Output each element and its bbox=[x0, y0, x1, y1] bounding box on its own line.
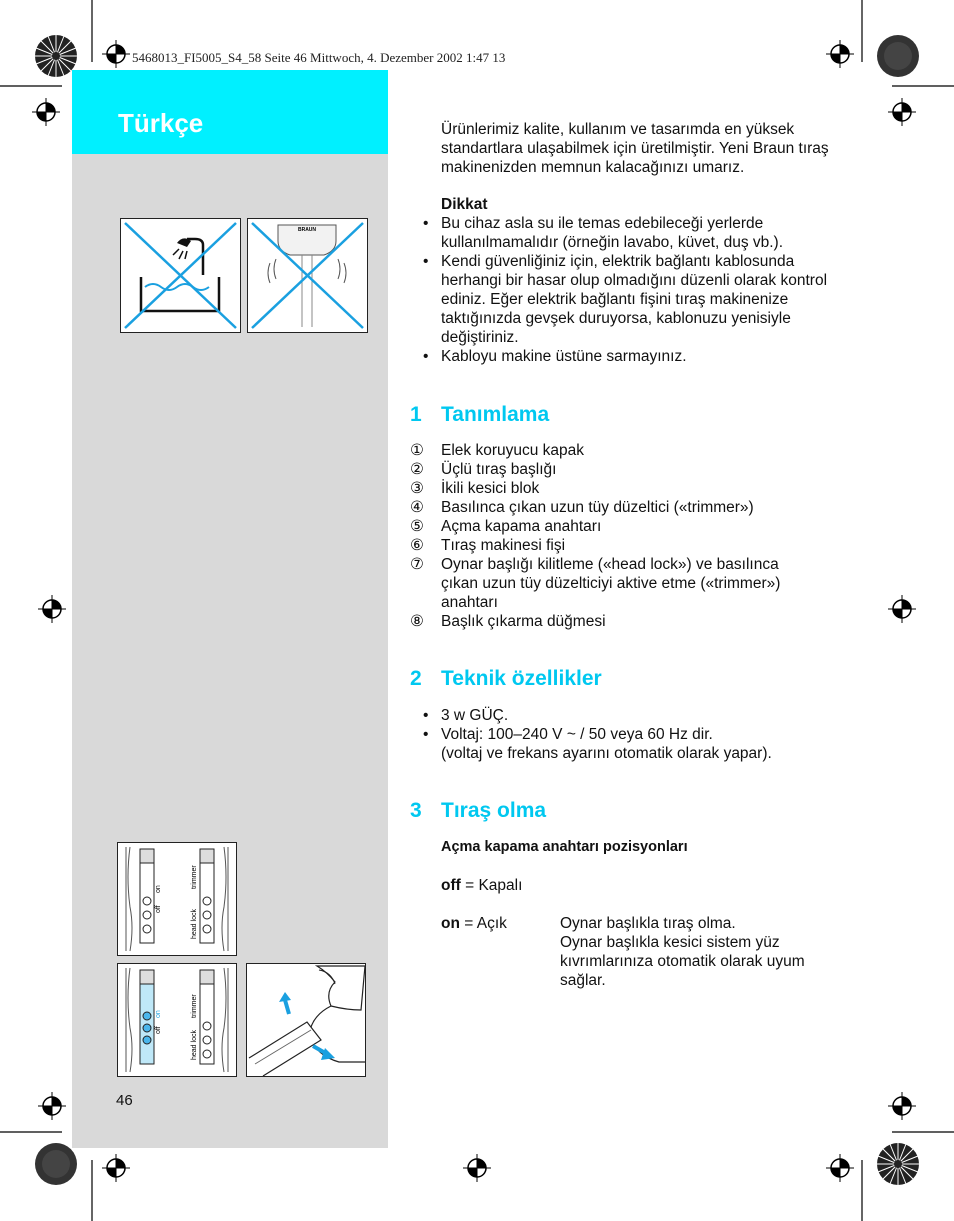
off-row bbox=[441, 876, 522, 895]
section-1-title: Tanımlama bbox=[441, 403, 550, 426]
on-row bbox=[441, 914, 507, 933]
page-number: 46 bbox=[116, 1092, 133, 1109]
crosshair-lower-left bbox=[38, 1092, 66, 1120]
section-1-number: 1 bbox=[410, 403, 422, 426]
spec-item: • 3 w GÜÇ. bbox=[441, 706, 841, 725]
parts-list bbox=[410, 441, 841, 631]
figure-switch-off bbox=[117, 842, 237, 956]
spec-note: (voltaj ve frekans ayarını otomatik olarak yapar). bbox=[441, 745, 772, 762]
caution-item: • Bu cihaz asla su ile temas edebileceği yerlerde kullanılmamalıdır (örneğin lavabo, küvet, duş vb.). bbox=[441, 214, 841, 252]
caution-item: • Kendi güvenliğiniz için, elektrik bağlantı kablosunda herhangi bir hasar olup olmadığını düzenli olarak kontrol ediniz. Eğer elektrik bağlantı fişini tıraş makinenize taktığınızda gevşek duruyorsa, kablonuzu yenisiyle değiştiriniz. bbox=[441, 252, 841, 347]
crosshair-top-right bbox=[826, 40, 854, 68]
part-label: İkili kesici blok bbox=[441, 480, 540, 497]
part-label: Başlık çıkarma düğmesi bbox=[441, 613, 606, 630]
part-number: ② bbox=[410, 461, 424, 478]
crosshair-mid-left bbox=[38, 595, 66, 623]
list-item bbox=[410, 460, 841, 479]
part-label: Üçlü tıraş başlığı bbox=[441, 461, 557, 478]
section-3-heading bbox=[410, 799, 546, 823]
crosshair-top-left bbox=[102, 40, 130, 68]
section-2-heading bbox=[410, 667, 602, 691]
list-item bbox=[410, 517, 841, 536]
specs-list bbox=[441, 706, 841, 744]
crosshair-bottom-right bbox=[826, 1154, 854, 1182]
shaving-face-illustration bbox=[247, 964, 365, 1076]
label-trimmer: trimmer bbox=[191, 994, 198, 1018]
part-label: Oynar başlığı kilitleme («head lock») ve basılınca çıkan uzun tüy düzelticiyi aktive etme («trimmer») anahtarı bbox=[441, 556, 781, 611]
on-desc-line-2: Oynar başlıkla kesici sistem yüz kıvrımlarınıza otomatik olarak uyum sağlar. bbox=[560, 934, 805, 989]
crosshair-bottom-center bbox=[463, 1154, 491, 1182]
label-on: on bbox=[155, 1010, 162, 1018]
off-value: = Kapalı bbox=[465, 877, 523, 894]
part-label: Açma kapama anahtarı bbox=[441, 518, 602, 535]
crosshair-bottom-left bbox=[102, 1154, 130, 1182]
print-header: 5468013_FI5005_S4_58 Seite 46 Mittwoch, 4. Dezember 2002 1:47 13 bbox=[132, 50, 506, 65]
switch-on-diagram bbox=[118, 964, 236, 1076]
section-3-number: 3 bbox=[410, 799, 422, 822]
figure-switch-on bbox=[117, 963, 237, 1077]
bathtub-shower-icon bbox=[121, 219, 240, 332]
part-number: ⑧ bbox=[410, 613, 424, 630]
part-label: Basılınca çıkan uzun tüy düzeltici («trimmer») bbox=[441, 499, 754, 516]
crosshair-upper-right bbox=[888, 98, 916, 126]
part-number: ① bbox=[410, 442, 424, 459]
spec-item: • Voltaj: 100–240 V ~ / 50 veya 60 Hz dir. bbox=[441, 725, 841, 744]
shaver-cord-icon bbox=[248, 219, 367, 332]
list-item bbox=[410, 479, 841, 498]
on-desc-line-1: Oynar başlıkla tıraş olma. bbox=[560, 915, 736, 932]
section-2-title: Teknik özellikler bbox=[441, 667, 602, 690]
starburst-target-bottom-left bbox=[34, 1142, 78, 1186]
figure-no-water bbox=[120, 218, 241, 333]
section-3-title: Tıraş olma bbox=[441, 799, 547, 822]
switch-positions-heading: Açma kapama anahtarı pozisyonları bbox=[441, 839, 688, 855]
label-off: off bbox=[155, 905, 162, 913]
on-value: = Açık bbox=[464, 915, 507, 932]
on-key: on bbox=[441, 915, 460, 932]
caution-item: • Kabloyu makine üstüne sarmayınız. bbox=[441, 347, 841, 366]
crosshair-mid-right bbox=[888, 595, 916, 623]
part-label: Elek koruyucu kapak bbox=[441, 442, 585, 459]
crosshair-upper-left bbox=[32, 98, 60, 126]
part-number: ⑥ bbox=[410, 537, 424, 554]
brand-logo: BRAUN bbox=[297, 227, 317, 233]
crosshair-lower-right bbox=[888, 1092, 916, 1120]
figure-no-cord-wrap bbox=[247, 218, 368, 333]
starburst-target-bottom-right bbox=[876, 1142, 920, 1186]
caution-list bbox=[441, 214, 841, 366]
on-description bbox=[560, 914, 840, 990]
label-on: on bbox=[155, 885, 162, 893]
list-item bbox=[410, 536, 841, 555]
label-head-lock: head lock bbox=[191, 909, 198, 939]
section-1-heading bbox=[410, 403, 549, 427]
language-title: Türkçe bbox=[118, 108, 204, 138]
list-item bbox=[410, 498, 841, 517]
list-item bbox=[410, 555, 841, 612]
part-number: ④ bbox=[410, 499, 424, 516]
off-key: off bbox=[441, 877, 461, 894]
label-off: off bbox=[155, 1026, 162, 1034]
part-number: ⑤ bbox=[410, 518, 424, 535]
list-item bbox=[410, 612, 841, 631]
switch-off-diagram bbox=[118, 843, 236, 955]
starburst-target-top-right bbox=[876, 34, 920, 78]
label-head-lock: head lock bbox=[191, 1030, 198, 1060]
label-trimmer: trimmer bbox=[191, 865, 198, 889]
figure-shaving bbox=[246, 963, 366, 1077]
list-item bbox=[410, 441, 841, 460]
section-2-number: 2 bbox=[410, 667, 422, 690]
part-number: ⑦ bbox=[410, 556, 424, 573]
part-number: ③ bbox=[410, 480, 424, 497]
caution-heading: Dikkat bbox=[441, 196, 488, 213]
part-label: Tıraş makinesi fişi bbox=[441, 537, 566, 554]
intro-paragraph: Ürünlerimiz kalite, kullanım ve tasarımda en yüksek standartlara ulaşabilmek için üretilmiştir. Yeni Braun tıraş makinenizden memnun kalacağınızı umarız. bbox=[441, 121, 829, 176]
